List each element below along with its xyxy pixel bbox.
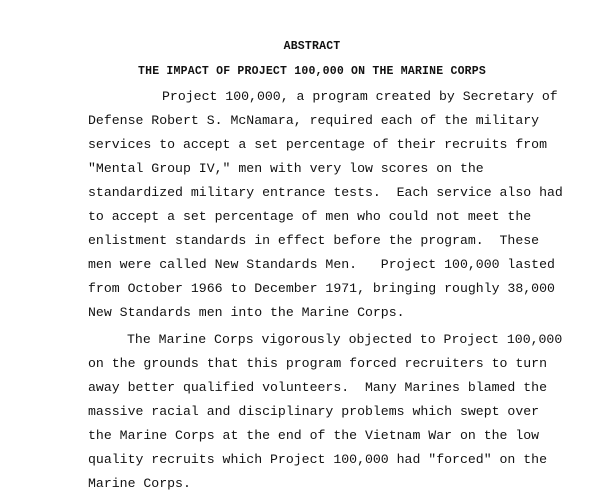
paragraph1-line: enlistment standards in effect before the program. These (88, 233, 540, 248)
paragraph1-line: to accept a set percentage of men who could not meet the (88, 209, 532, 224)
paragraph2-line: the Marine Corps at the end of the Vietnam War on the low (88, 428, 540, 443)
paragraph1-line: men were called New Standards Men. Project 100,000 lasted (88, 257, 555, 272)
paragraph1-line: services to accept a set percentage of their recruits from (88, 137, 547, 152)
document-title: THE IMPACT OF PROJECT 100,000 ON THE MARINE CORPS (138, 65, 486, 78)
paragraph2-line: on the grounds that this program forced recruiters to turn (88, 356, 547, 371)
paragraph1-line: Project 100,000, a program created by Secretary of (162, 89, 558, 104)
paragraph2-line: Marine Corps. (88, 476, 191, 491)
paragraph1-line: Defense Robert S. McNamara, required each of the military (88, 113, 540, 128)
paragraph1-line: "Mental Group IV," men with very low scores on the (88, 161, 484, 176)
abstract-heading: ABSTRACT (283, 40, 341, 53)
paragraph1-line: New Standards men into the Marine Corps. (88, 305, 405, 320)
paragraph1-line: from October 1966 to December 1971, bringing roughly 38,000 (88, 281, 555, 296)
paragraph2-line: away better qualified volunteers. Many Marines blamed the (88, 380, 547, 395)
paragraph2-line: The Marine Corps vigorously objected to Project 100,000 (127, 332, 563, 347)
paragraph2-line: massive racial and disciplinary problems which swept over (88, 404, 540, 419)
paragraph1-line: standardized military entrance tests. Each service also had (88, 185, 563, 200)
paragraph2-line: quality recruits which Project 100,000 had "forced" on the (88, 452, 547, 467)
